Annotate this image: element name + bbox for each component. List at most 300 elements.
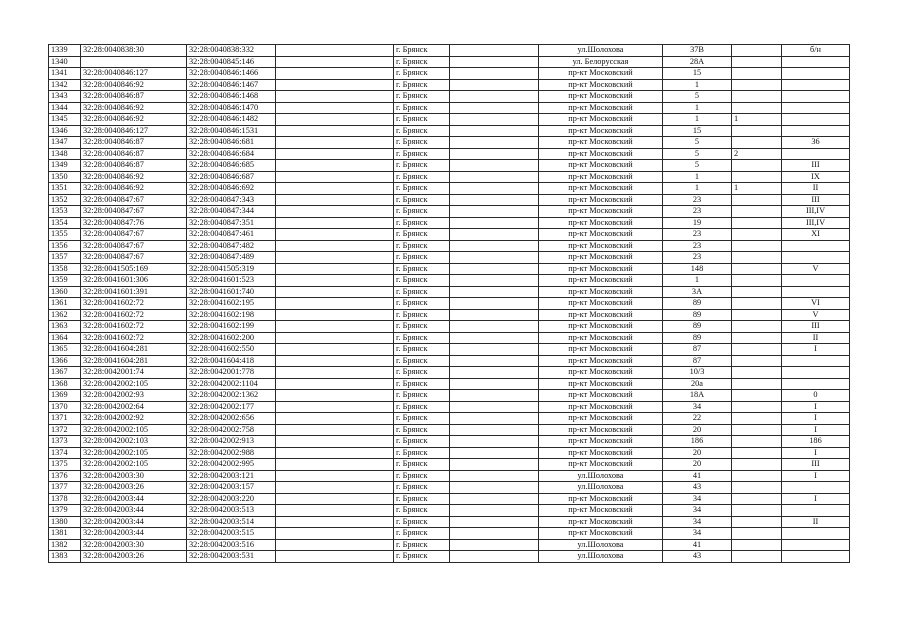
empty-cell-1-cell [276,252,394,264]
empty-cell-2-cell [450,539,539,551]
empty-cell-2-cell [450,424,539,436]
house-number-cell: 5 [663,148,732,160]
building-number-cell [732,482,782,494]
table-row [49,482,850,494]
street-cell: пр-кт Московский [539,171,663,183]
building-number-cell [732,275,782,287]
premises-number-cell: V [782,263,850,275]
street-cell: пр-кт Московский [539,413,663,425]
row-number-cell: 1349 [49,160,81,172]
empty-cell-2-cell [450,137,539,149]
street-cell: пр-кт Московский [539,378,663,390]
row-number-cell: 1381 [49,528,81,540]
empty-cell-1-cell [276,125,394,137]
table-row [49,367,850,379]
building-number-cell [732,493,782,505]
building-number-cell [732,56,782,68]
street-cell: пр-кт Московский [539,240,663,252]
building-number-cell [732,68,782,80]
empty-cell-1-cell [276,240,394,252]
row-number-cell: 1339 [49,45,81,57]
row-number-cell: 1341 [49,68,81,80]
row-number-cell: 1372 [49,424,81,436]
street-cell: пр-кт Московский [539,275,663,287]
premises-number-cell: II [782,183,850,195]
street-cell: ул.Шолохова [539,470,663,482]
empty-cell-1-cell [276,424,394,436]
empty-cell-2-cell [450,298,539,310]
empty-cell-1-cell [276,355,394,367]
empty-cell-1-cell [276,551,394,563]
empty-cell-2-cell [450,252,539,264]
house-number-cell: 18А [663,390,732,402]
street-cell: пр-кт Московский [539,229,663,241]
empty-cell-1-cell [276,332,394,344]
empty-cell-2-cell [450,56,539,68]
house-number-cell: 3А [663,286,732,298]
city-cell: г. Брянск [394,528,450,540]
empty-cell-2-cell [450,470,539,482]
house-number-cell: 23 [663,229,732,241]
parent-cadastral-number-cell: 32:28:0042003:44 [81,493,187,505]
street-cell: пр-кт Московский [539,286,663,298]
table-row [49,528,850,540]
premises-number-cell: IX [782,171,850,183]
parent-cadastral-number-cell: 32:28:0042002:105 [81,378,187,390]
cadastral-number-cell: 32:28:0042002:177 [187,401,276,413]
row-number-cell: 1348 [49,148,81,160]
cadastral-number-cell: 32:28:0042002:1104 [187,378,276,390]
row-number-cell: 1364 [49,332,81,344]
row-number-cell: 1352 [49,194,81,206]
empty-cell-2-cell [450,160,539,172]
empty-cell-1-cell [276,91,394,103]
table-row [49,263,850,275]
street-cell: пр-кт Московский [539,321,663,333]
house-number-cell: 87 [663,355,732,367]
table-row [49,493,850,505]
cadastral-number-cell: 32:28:0042003:157 [187,482,276,494]
parent-cadastral-number-cell: 32:28:0040846:87 [81,137,187,149]
empty-cell-1-cell [276,413,394,425]
city-cell: г. Брянск [394,252,450,264]
table-row [49,275,850,287]
empty-cell-2-cell [450,275,539,287]
row-number-cell: 1340 [49,56,81,68]
building-number-cell [732,321,782,333]
premises-number-cell [782,367,850,379]
row-number-cell: 1371 [49,413,81,425]
parent-cadastral-number-cell: 32:28:0040846:87 [81,91,187,103]
row-number-cell: 1369 [49,390,81,402]
cadastral-number-cell: 32:28:0041602:199 [187,321,276,333]
table-row [49,183,850,195]
empty-cell-1-cell [276,160,394,172]
empty-cell-1-cell [276,378,394,390]
premises-number-cell: 186 [782,436,850,448]
row-number-cell: 1354 [49,217,81,229]
empty-cell-1-cell [276,401,394,413]
empty-cell-1-cell [276,470,394,482]
city-cell: г. Брянск [394,390,450,402]
empty-cell-2-cell [450,447,539,459]
cadastral-number-cell: 32:28:0040847:489 [187,252,276,264]
table-row [49,539,850,551]
row-number-cell: 1357 [49,252,81,264]
row-number-cell: 1355 [49,229,81,241]
cadastral-number-cell: 32:28:0041601:523 [187,275,276,287]
empty-cell-1-cell [276,183,394,195]
empty-cell-2-cell [450,516,539,528]
building-number-cell [732,355,782,367]
empty-cell-2-cell [450,378,539,390]
street-cell: пр-кт Московский [539,183,663,195]
building-number-cell: 1 [732,183,782,195]
house-number-cell: 89 [663,332,732,344]
street-cell: пр-кт Московский [539,160,663,172]
empty-cell-1-cell [276,367,394,379]
empty-cell-2-cell [450,240,539,252]
house-number-cell: 23 [663,194,732,206]
city-cell: г. Брянск [394,355,450,367]
empty-cell-2-cell [450,344,539,356]
building-number-cell [732,528,782,540]
city-cell: г. Брянск [394,401,450,413]
empty-cell-1-cell [276,298,394,310]
empty-cell-1-cell [276,447,394,459]
house-number-cell: 43 [663,482,732,494]
table-row [49,125,850,137]
parent-cadastral-number-cell: 32:28:0042002:105 [81,424,187,436]
premises-number-cell: б/н [782,45,850,57]
row-number-cell: 1358 [49,263,81,275]
empty-cell-2-cell [450,114,539,126]
table-row [49,424,850,436]
building-number-cell [732,424,782,436]
row-number-cell: 1342 [49,79,81,91]
parent-cadastral-number-cell: 32:28:0041601:391 [81,286,187,298]
street-cell: пр-кт Московский [539,401,663,413]
table-row [49,229,850,241]
table-row [49,45,850,57]
cadastral-number-cell: 32:28:0042003:531 [187,551,276,563]
street-cell: пр-кт Московский [539,79,663,91]
row-number-cell: 1347 [49,137,81,149]
cadastral-number-cell: 32:28:0042003:514 [187,516,276,528]
premises-number-cell: I [782,447,850,459]
empty-cell-1-cell [276,539,394,551]
house-number-cell: 20 [663,424,732,436]
city-cell: г. Брянск [394,493,450,505]
cadastral-number-cell: 32:28:0040847:461 [187,229,276,241]
city-cell: г. Брянск [394,125,450,137]
cadastral-number-cell: 32:28:0040838:332 [187,45,276,57]
city-cell: г. Брянск [394,206,450,218]
street-cell: пр-кт Московский [539,332,663,344]
city-cell: г. Брянск [394,240,450,252]
house-number-cell: 41 [663,470,732,482]
city-cell: г. Брянск [394,344,450,356]
empty-cell-1-cell [276,171,394,183]
premises-number-cell [782,528,850,540]
city-cell: г. Брянск [394,298,450,310]
building-number-cell [732,160,782,172]
cadastral-number-cell: 32:28:0040847:351 [187,217,276,229]
premises-number-cell: I [782,424,850,436]
premises-number-cell [782,482,850,494]
parent-cadastral-number-cell: 32:28:0040846:92 [81,171,187,183]
table-row [49,332,850,344]
row-number-cell: 1376 [49,470,81,482]
building-number-cell [732,436,782,448]
row-number-cell: 1377 [49,482,81,494]
street-cell: пр-кт Московский [539,344,663,356]
parent-cadastral-number-cell: 32:28:0040846:127 [81,68,187,80]
premises-number-cell: III,IV [782,206,850,218]
parent-cadastral-number-cell: 32:28:0042002:64 [81,401,187,413]
empty-cell-1-cell [276,275,394,287]
street-cell: пр-кт Московский [539,516,663,528]
parent-cadastral-number-cell: 32:28:0041602:72 [81,309,187,321]
city-cell: г. Брянск [394,171,450,183]
empty-cell-2-cell [450,390,539,402]
city-cell: г. Брянск [394,424,450,436]
table-row [49,413,850,425]
cadastral-number-cell: 32:28:0040846:1468 [187,91,276,103]
empty-cell-1-cell [276,344,394,356]
building-number-cell [732,125,782,137]
parent-cadastral-number-cell: 32:28:0040846:92 [81,79,187,91]
building-number-cell [732,447,782,459]
empty-cell-2-cell [450,91,539,103]
registry-table [48,44,850,563]
building-number-cell [732,378,782,390]
parent-cadastral-number-cell: 32:28:0042003:30 [81,470,187,482]
cadastral-number-cell: 32:28:0042002:656 [187,413,276,425]
empty-cell-1-cell [276,263,394,275]
house-number-cell: 89 [663,321,732,333]
table-row [49,378,850,390]
city-cell: г. Брянск [394,102,450,114]
street-cell: пр-кт Московский [539,102,663,114]
street-cell: пр-кт Московский [539,148,663,160]
building-number-cell [732,286,782,298]
empty-cell-2-cell [450,459,539,471]
parent-cadastral-number-cell: 32:28:0040846:127 [81,125,187,137]
premises-number-cell: XI [782,229,850,241]
cadastral-number-cell: 32:28:0040846:692 [187,183,276,195]
parent-cadastral-number-cell: 32:28:0041604:281 [81,355,187,367]
parent-cadastral-number-cell: 32:28:0042002:105 [81,447,187,459]
row-number-cell: 1370 [49,401,81,413]
city-cell: г. Брянск [394,194,450,206]
cadastral-number-cell: 32:28:0041601:740 [187,286,276,298]
building-number-cell [732,390,782,402]
house-number-cell: 89 [663,298,732,310]
city-cell: г. Брянск [394,183,450,195]
street-cell: пр-кт Московский [539,217,663,229]
cadastral-number-cell: 32:28:0042003:220 [187,493,276,505]
house-number-cell: 28А [663,56,732,68]
table-row [49,148,850,160]
premises-number-cell [782,68,850,80]
cadastral-number-cell: 32:28:0040847:344 [187,206,276,218]
row-number-cell: 1362 [49,309,81,321]
cadastral-number-cell: 32:28:0041602:195 [187,298,276,310]
house-number-cell: 186 [663,436,732,448]
city-cell: г. Брянск [394,45,450,57]
street-cell: пр-кт Московский [539,298,663,310]
empty-cell-2-cell [450,309,539,321]
table-row [49,344,850,356]
premises-number-cell [782,240,850,252]
cadastral-number-cell: 32:28:0040846:685 [187,160,276,172]
cadastral-number-cell: 32:28:0040846:1467 [187,79,276,91]
cadastral-number-cell: 32:28:0042003:515 [187,528,276,540]
premises-number-cell: 36 [782,137,850,149]
empty-cell-1-cell [276,436,394,448]
table-row [49,390,850,402]
city-cell: г. Брянск [394,68,450,80]
premises-number-cell: I [782,493,850,505]
parent-cadastral-number-cell: 32:28:0042002:105 [81,459,187,471]
empty-cell-2-cell [450,551,539,563]
cadastral-number-cell: 32:28:0040847:343 [187,194,276,206]
table-row [49,447,850,459]
row-number-cell: 1343 [49,91,81,103]
building-number-cell [732,332,782,344]
building-number-cell [732,413,782,425]
parent-cadastral-number-cell: 32:28:0040847:67 [81,252,187,264]
cadastral-number-cell: 32:28:0042002:913 [187,436,276,448]
cadastral-number-cell: 32:28:0040846:684 [187,148,276,160]
premises-number-cell: III [782,321,850,333]
street-cell: пр-кт Московский [539,447,663,459]
building-number-cell [732,309,782,321]
parent-cadastral-number-cell: 32:28:0041601:306 [81,275,187,287]
premises-number-cell [782,551,850,563]
city-cell: г. Брянск [394,263,450,275]
cadastral-number-cell: 32:28:0040846:1470 [187,102,276,114]
row-number-cell: 1366 [49,355,81,367]
house-number-cell: 23 [663,240,732,252]
premises-number-cell [782,378,850,390]
house-number-cell: 34 [663,528,732,540]
building-number-cell [732,367,782,379]
building-number-cell [732,516,782,528]
building-number-cell: 1 [732,114,782,126]
city-cell: г. Брянск [394,137,450,149]
empty-cell-1-cell [276,390,394,402]
cadastral-number-cell: 32:28:0040846:1531 [187,125,276,137]
empty-cell-2-cell [450,493,539,505]
house-number-cell: 23 [663,252,732,264]
street-cell: пр-кт Московский [539,459,663,471]
premises-number-cell [782,286,850,298]
table-row [49,309,850,321]
street-cell: ул. Белорусская [539,56,663,68]
row-number-cell: 1368 [49,378,81,390]
empty-cell-1-cell [276,45,394,57]
table-row [49,286,850,298]
city-cell: г. Брянск [394,286,450,298]
empty-cell-1-cell [276,321,394,333]
empty-cell-1-cell [276,286,394,298]
street-cell: пр-кт Московский [539,137,663,149]
empty-cell-2-cell [450,102,539,114]
city-cell: г. Брянск [394,413,450,425]
table-row [49,160,850,172]
premises-number-cell [782,56,850,68]
house-number-cell: 148 [663,263,732,275]
row-number-cell: 1378 [49,493,81,505]
parent-cadastral-number-cell: 32:28:0042003:30 [81,539,187,551]
row-number-cell: 1373 [49,436,81,448]
empty-cell-2-cell [450,263,539,275]
premises-number-cell [782,102,850,114]
empty-cell-2-cell [450,332,539,344]
row-number-cell: 1356 [49,240,81,252]
cadastral-number-cell: 32:28:0042003:516 [187,539,276,551]
table-row [49,505,850,517]
table-row [49,470,850,482]
row-number-cell: 1379 [49,505,81,517]
cadastral-number-cell: 32:28:0041602:550 [187,344,276,356]
premises-number-cell: I [782,344,850,356]
street-cell: пр-кт Московский [539,505,663,517]
parent-cadastral-number-cell: 32:28:0041602:72 [81,298,187,310]
empty-cell-1-cell [276,206,394,218]
building-number-cell [732,229,782,241]
premises-number-cell [782,148,850,160]
premises-number-cell: V [782,309,850,321]
parent-cadastral-number-cell: 32:28:0042001:74 [81,367,187,379]
row-number-cell: 1380 [49,516,81,528]
premises-number-cell: VI [782,298,850,310]
empty-cell-2-cell [450,229,539,241]
cadastral-number-cell: 32:28:0040846:1482 [187,114,276,126]
house-number-cell: 37В [663,45,732,57]
city-cell: г. Брянск [394,447,450,459]
row-number-cell: 1361 [49,298,81,310]
premises-number-cell [782,275,850,287]
street-cell: ул.Шолохова [539,45,663,57]
house-number-cell: 41 [663,539,732,551]
street-cell: пр-кт Московский [539,68,663,80]
house-number-cell: 34 [663,401,732,413]
house-number-cell: 1 [663,114,732,126]
table-row [49,68,850,80]
row-number-cell: 1383 [49,551,81,563]
street-cell: пр-кт Московский [539,206,663,218]
parent-cadastral-number-cell: 32:28:0040846:92 [81,114,187,126]
street-cell: пр-кт Московский [539,114,663,126]
building-number-cell [732,344,782,356]
empty-cell-2-cell [450,217,539,229]
city-cell: г. Брянск [394,309,450,321]
parent-cadastral-number-cell: 32:28:0041604:281 [81,344,187,356]
row-number-cell: 1363 [49,321,81,333]
parent-cadastral-number-cell: 32:28:0041602:72 [81,332,187,344]
table-body [49,45,850,563]
empty-cell-2-cell [450,436,539,448]
empty-cell-2-cell [450,206,539,218]
premises-number-cell [782,114,850,126]
house-number-cell: 15 [663,125,732,137]
row-number-cell: 1353 [49,206,81,218]
building-number-cell [732,171,782,183]
empty-cell-2-cell [450,68,539,80]
